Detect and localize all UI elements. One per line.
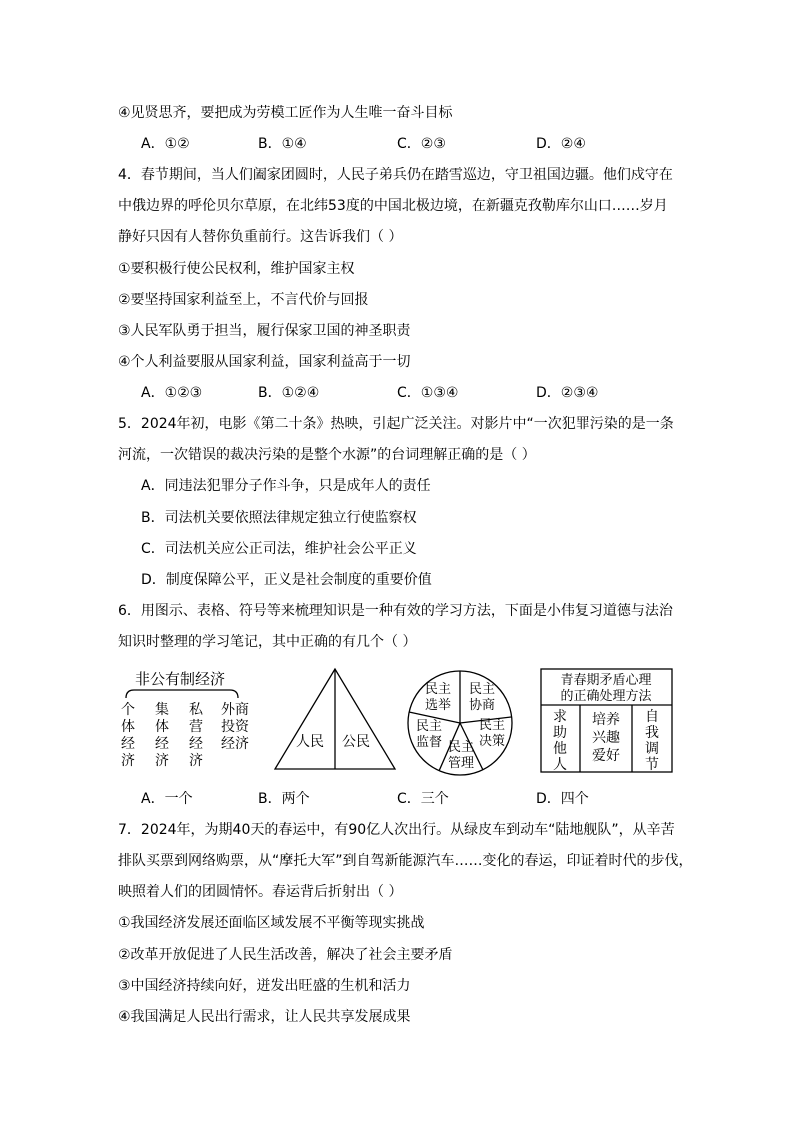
q7-item-1: ①我国经济发展还面临区域发展不平衡等现实挑战: [118, 915, 425, 931]
q6-stem-line-1: 6．用图示、表格、符号等来梳理知识是一种有效的学习方法，下面是小伟复习道德与法治: [118, 603, 673, 619]
fig1-columns: [121, 701, 250, 769]
fig4-char: 人: [553, 757, 567, 773]
fig1-char: 经: [189, 736, 203, 752]
q4-option-c[interactable]: C．①③④: [397, 385, 459, 401]
figure-non-public-economy: [118, 664, 258, 776]
q3-options: [0, 134, 794, 154]
q4-stem-line-1: 4．春节期间，当人们阖家团圆时，人民子弟兵仍在踏雪巡边，守卫祖国边疆。他们戍守在: [118, 167, 673, 183]
fig3-seg-manage-1: 民主: [447, 740, 475, 755]
fig1-char: 济: [189, 753, 203, 769]
q6-options: [0, 789, 794, 809]
fig1-char: 济: [155, 753, 169, 769]
fig4-char: 我: [645, 725, 659, 741]
q7-item-4: ④我国满足人民出行需求，让人民共享发展成果: [118, 1009, 411, 1025]
fig3-seg-election-1: 民主: [424, 682, 452, 697]
fig1-col-foreign: [221, 702, 250, 752]
q4-stem-line-2: 中俄边界的呼伦贝尔草原，在北纬53度的中国北极边境，在新疆克孜勒库尔山口……岁月: [118, 198, 668, 214]
fig4-title-line-2: 的正确处理方法: [560, 689, 652, 704]
q4-option-b[interactable]: B．①②④: [258, 385, 320, 401]
fig1-title: 非公有制经济: [134, 670, 226, 688]
fig1-col-private: [189, 702, 204, 769]
q4-item-1: ①要积极行使公民权利，维护国家主权: [118, 261, 355, 277]
fig4-char: 自: [645, 709, 659, 725]
fig4-char: 求: [553, 709, 567, 725]
fig4-char: 他: [553, 741, 567, 757]
fig1-char: 私: [189, 702, 203, 718]
fig1-char: 体: [155, 719, 169, 735]
fig1-pair: 外商: [221, 702, 249, 718]
q4-stem-line-3: 静好只因有人替你负重前行。这告诉我们（ ）: [118, 229, 403, 245]
fig1-char: 经: [155, 736, 169, 752]
fig3-seg-manage-2: 管理: [447, 756, 475, 771]
fig2-left-label: 人民: [296, 734, 324, 750]
fig3-seg-consult-2: 协商: [468, 698, 496, 713]
figure-democracy-pie: [405, 668, 517, 778]
fig1-char: 个: [121, 702, 135, 718]
fig4-pair: 爱好: [592, 748, 620, 764]
q7-item-2: ②改革开放促进了人民生活改善，解决了社会主要矛盾: [118, 947, 453, 963]
figure-triangle: [272, 666, 398, 772]
q4-option-a[interactable]: A．①②③: [141, 385, 203, 401]
fig4-col-self-adjust: [645, 709, 659, 773]
q7-stem-line-2: 排队买票到网络购票，从“摩托大军”到自驾新能源汽车……变化的春运，印证着时代的步伐，: [118, 853, 693, 869]
q6-option-b[interactable]: B．两个: [258, 791, 310, 807]
q4-item-3: ③人民军队勇于担当，履行保家卫国的神圣职责: [118, 323, 411, 339]
q7-item-3: ③中国经济持续向好，迸发出旺盛的生机和活力: [118, 978, 411, 994]
fig4-pair: 培养: [592, 712, 620, 728]
fig1-char: 集: [155, 702, 169, 718]
fig4-title-line-1: 青春期矛盾心理: [560, 673, 652, 688]
q5-option-a[interactable]: A．同违法犯罪分子作斗争，只是成年人的责任: [141, 478, 431, 494]
q6-option-d[interactable]: D．四个: [536, 791, 589, 807]
q4-item-4: ④个人利益要服从国家利益，国家利益高于一切: [118, 354, 411, 370]
q6-stem-line-2: 知识时整理的学习笔记，其中正确的有几个（ ）: [118, 634, 417, 650]
q5-stem-line-1: 5．2024年初，电影《第二十条》热映，引起广泛关注。对影片中“一次犯罪污染的是一条: [118, 416, 674, 432]
q7-stem-line-3: 映照着人们的团圆情怀。春运背后折射出（ ）: [118, 884, 403, 900]
figure-adolescence-table: [540, 668, 674, 774]
fig3-seg-supervise-1: 民主: [415, 719, 443, 734]
q4-options: [0, 383, 794, 403]
fig1-pair: 经济: [221, 736, 249, 752]
q6-option-a[interactable]: A．一个: [141, 791, 193, 807]
q5-option-c[interactable]: C．司法机关应公正司法，维护社会公平正义: [141, 541, 417, 557]
fig1-col-individual: [121, 702, 135, 769]
q3-option-a[interactable]: A．①②: [141, 136, 190, 152]
fig3-seg-decision-1: 民主: [478, 718, 506, 733]
fig4-char: 调: [645, 741, 659, 757]
fig1-char: 体: [121, 719, 135, 735]
fig4-pair: 兴趣: [592, 730, 620, 746]
fig1-char: 经: [121, 736, 135, 752]
fig1-char: 济: [121, 753, 135, 769]
q3-option-d[interactable]: D．②④: [536, 136, 586, 152]
q3-option-c[interactable]: C．②③: [397, 136, 446, 152]
q5-stem-line-2: 河流，一次错误的裁决污染的是整个水源”的台词理解正确的是（ ）: [118, 447, 536, 463]
fig1-char: 营: [189, 719, 203, 735]
fig1-pair: 投资: [221, 719, 249, 735]
q6-option-c[interactable]: C．三个: [397, 791, 449, 807]
fig4-col-interests: [592, 712, 620, 764]
fig2-right-label: 公民: [342, 734, 370, 750]
fig3-seg-election-2: 选举: [424, 698, 452, 713]
q7-stem-line-1: 7．2024年，为期40天的春运中，有90亿人次出行。从绿皮车到动车“陆地舰队”，从辛苦: [118, 822, 675, 838]
fig3-seg-supervise-2: 监督: [415, 735, 443, 750]
q5-option-d[interactable]: D．制度保障公平，正义是社会制度的重要价值: [141, 572, 432, 588]
q4-option-d[interactable]: D．②③④: [536, 385, 599, 401]
fig3-seg-decision-2: 决策: [478, 734, 506, 749]
fig4-char: 助: [553, 725, 567, 741]
fig1-col-collective: [155, 701, 169, 769]
fig3-seg-consult-1: 民主: [468, 682, 496, 697]
q3-option-b[interactable]: B．①④: [258, 136, 307, 152]
q5-option-b[interactable]: B．司法机关要依照法律规定独立行使监察权: [141, 510, 417, 526]
fig4-char: 节: [645, 757, 659, 773]
q4-item-2: ②要坚持国家利益至上，不言代价与回报: [118, 292, 369, 308]
fig4-col-seek-help: [553, 708, 567, 773]
q3-item-4: ④见贤思齐，要把成为劳模工匠作为人生唯一奋斗目标: [118, 105, 453, 121]
